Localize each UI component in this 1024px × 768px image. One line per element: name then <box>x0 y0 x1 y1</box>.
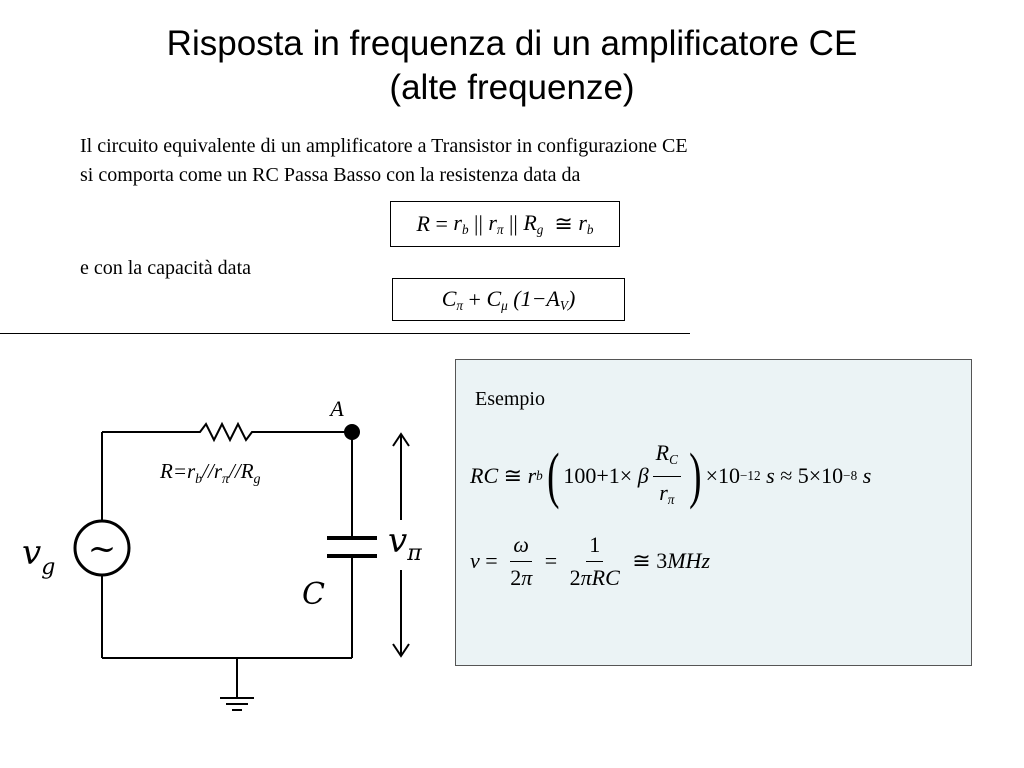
title-line-1: Risposta in frequenza di un amplificatore CE <box>166 24 858 63</box>
voltage-label: $v_\pi$ <box>388 521 422 566</box>
circuit-diagram <box>0 370 450 720</box>
source-label: $v_g$ <box>22 533 56 580</box>
capacitance-intro: e con la capacità data <box>80 257 251 279</box>
example-panel <box>455 359 972 666</box>
capacitor-label: C <box>302 577 325 612</box>
slide-title <box>0 22 1024 110</box>
node-a-dot <box>344 424 360 440</box>
rc-equation: RC ≅ r b ( 100+1× β $\frac{R_C}{r_\pi}$ ) ×10 −12 s ≈ 5×10 −8 s <box>470 439 872 510</box>
source-symbol: ~ <box>87 529 117 569</box>
node-label: A <box>330 396 344 421</box>
intro-line-2: si comporta come un RC Passa Basso con la resistenza data da <box>80 164 581 186</box>
title-line-2: (alte frequenze) <box>389 68 635 107</box>
divider-line <box>0 333 690 334</box>
capacitance-formula: $C_\pi$ + $C_\mu$ $(1-A_V)$ <box>392 278 625 321</box>
resistor-label: $R=r_b//r_\pi//R_g$ <box>160 459 261 487</box>
resistor-symbol <box>190 424 262 440</box>
intro-text <box>80 132 688 190</box>
resistance-formula: R = $r_b$ || $r_\pi$ || $R_g$ ≅ $r_b$ <box>390 201 620 247</box>
intro-line-1: Il circuito equivalente di un amplificatore a Transistor in configurazione CE <box>80 135 688 157</box>
frequency-equation: ν = $\frac{\omega}{2\pi}$ = $\frac{1}{\text{2πRC}}$ ≅ 3 MHz <box>470 531 711 590</box>
example-label: Esempio <box>475 388 545 410</box>
